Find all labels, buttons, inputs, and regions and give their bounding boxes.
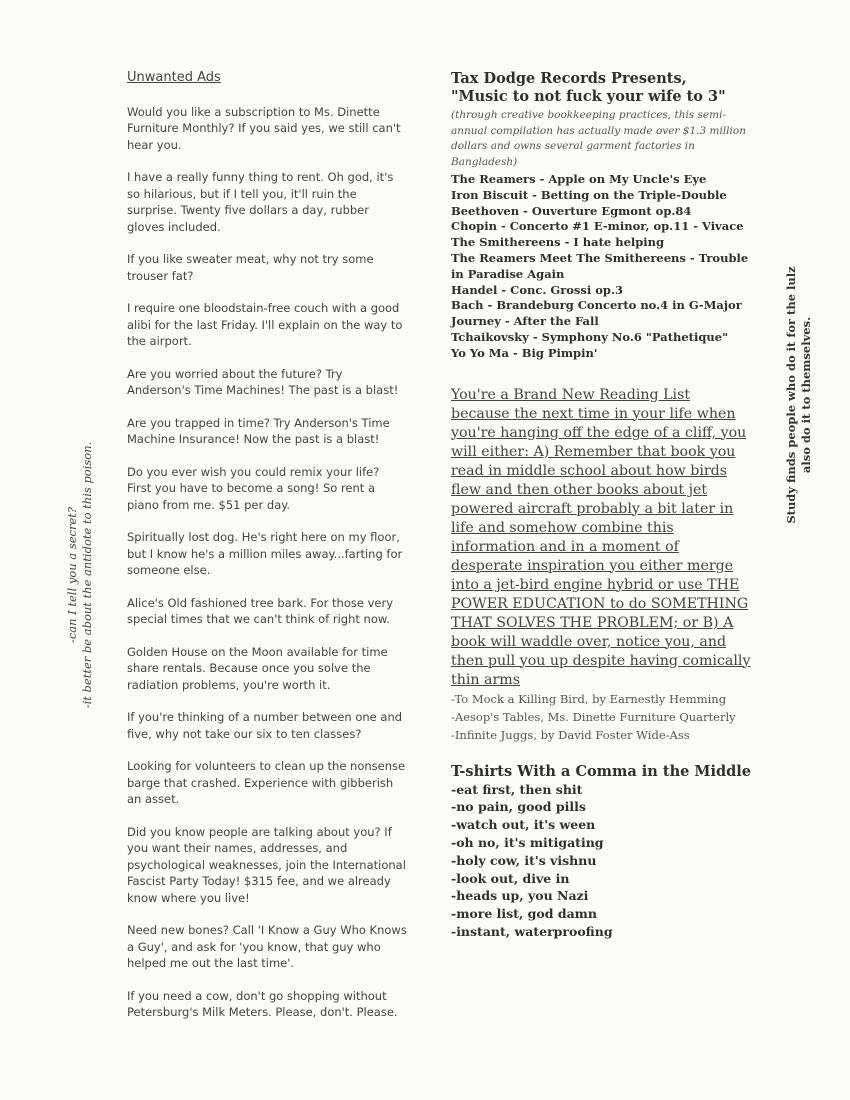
ad-item: Alice's Old fashioned tree bark. For those very special times that we can't think of right now.: [127, 595, 394, 626]
ad-item: Are you trapped in time? Try Anderson's Time Machine Insurance! Now the past is a blast!: [127, 415, 390, 446]
track-item: Yo Yo Ma - Big Pimpin': [451, 345, 598, 360]
ad-item: Did you know people are talking about you? If you want their names, addresses, and psychological weaknesses, join the International Fascist Party Today! $315 fee, and we already know where you live!: [127, 824, 406, 905]
ad-item: If you like sweater meat, why not try some trouser fat?: [127, 252, 374, 283]
left-margin-note-text: [65, 430, 95, 720]
left-margin-line2: -it better be about the antidote to this poison.: [80, 441, 94, 709]
left-margin-line1: -can I tell you a secret?: [65, 506, 79, 644]
track-item: Beethoven - Ouverture Egmont op.84: [451, 203, 692, 218]
records-title-line1: Tax Dodge Records Presents,: [451, 70, 687, 87]
left-margin-note: [60, 430, 100, 720]
records-subtitle: (through creative bookkeeping practices, this semi-annual compilation has actually made over $1.3 million dollars and owns several garment factories in Bangladesh): [451, 109, 746, 168]
track-item: Iron Biscuit - Betting on the Triple-Double: [451, 187, 727, 202]
track-item: The Reamers - Apple on My Uncle's Eye: [451, 172, 707, 186]
records-title-line2: "Music to not fuck your wife to 3": [451, 88, 726, 105]
tshirt-item: -eat first, then shit: [451, 781, 583, 797]
ad-item: I have a really funny thing to rent. Oh god, it's so hilarious, but if I tell you, it'll ruin the surprise. Twenty five dollars a day, rubber gloves included.: [127, 170, 394, 234]
track-item: Journey - After the Fall: [451, 314, 599, 329]
ad-item: If you're thinking of a number between one and five, why not take our six to ten classes?: [127, 710, 403, 741]
tshirt-item: -instant, waterproofing: [451, 923, 613, 939]
ad-item: Need new bones? Call 'I Know a Guy Who Knows a Guy', and ask for 'you know, that guy who helped me out the last time'.: [127, 923, 407, 970]
ad-item: If you need a cow, don't go shopping without Petersburg's Milk Meters. Please, don't. Please.: [127, 988, 398, 1019]
unwanted-ads-column: [127, 70, 407, 1037]
track-item: Bach - Brandeburg Concerto no.4 in G-Major: [451, 298, 742, 313]
ad-item: I require one bloodstain-free couch with a good alibi for the last Friday. I'll explain on the way to the airport.: [127, 301, 403, 348]
ad-item: Spiritually lost dog. He's right here on my floor, but I know he's a million miles away...farting for someone else.: [127, 530, 403, 577]
book-list: [451, 690, 751, 744]
book-item: -Infinite Juggs, by David Foster Wide-Ass: [451, 727, 690, 742]
book-item: -Aesop's Tables, Ms. Dinette Furniture Quarterly: [451, 709, 736, 724]
ad-item: Would you like a subscription to Ms. Dinette Furniture Monthly? If you said yes, we still can't hear you.: [127, 104, 401, 152]
tshirt-item: -heads up, you Nazi: [451, 888, 589, 904]
track-item: Chopin - Concerto #1 E-minor, op.11 - Vivace: [451, 219, 744, 234]
book-item: -To Mock a Killing Bird, by Earnestly Hemming: [451, 691, 727, 706]
ad-item: Do you ever wish you could remix your life? First you have to become a song! So rent a piano from me. $51 per day.: [127, 464, 380, 512]
right-margin-line2: also do it to themselves.: [799, 316, 813, 474]
tshirts-title: T-shirts With a Comma in the Middle: [451, 762, 751, 780]
ad-item: Are you worried about the future? Try Anderson's Time Machines! The past is a blast!: [127, 366, 399, 397]
track-item: Handel - Conc. Grossi op.3: [451, 282, 623, 297]
ad-item: Looking for volunteers to clean up the nonsense barge that crashed. Experience with gibberish an asset.: [127, 759, 406, 806]
right-margin-line1: Study finds people who do it for the lulz: [784, 266, 798, 524]
right-margin-note: [775, 260, 825, 530]
right-margin-note-text: [784, 260, 814, 530]
tshirt-item: -no pain, good pills: [451, 799, 586, 815]
tshirt-item: -watch out, it's ween: [451, 817, 596, 833]
track-item: The Smithereens - I hate helping: [451, 235, 665, 250]
tshirt-list: [451, 781, 751, 941]
right-column: [451, 70, 751, 941]
track-list: [451, 172, 751, 362]
tshirt-item: -look out, dive in: [451, 870, 570, 886]
reading-list-text: You're a Brand New Reading List because the next time in your life when you're hanging off the edge of a cliff, you will either: A) Remember that book you read in middle school about how birds flew and then other books about jet powered aircraft probably a bit later in life and somehow combine this information and in a moment of desperate inspiration you either merge into a jet-bird engine hybrid or use THE POWER EDUCATION to do SOMETHING THAT SOLVES THE PROBLEM; or B) A book will waddle over, notice you, and then pull you up despite having comically thin arms: [451, 386, 751, 688]
track-item: The Reamers Meet The Smithereens - Trouble in Paradise Again: [451, 250, 749, 281]
unwanted-ads-title: Unwanted Ads: [127, 70, 221, 85]
tshirt-item: -holy cow, it's vishnu: [451, 852, 597, 868]
ad-item: Golden House on the Moon available for time share rentals. Because once you solve the radiation problems, you're worth it.: [127, 644, 388, 692]
tshirt-item: -more list, god damn: [451, 906, 597, 922]
track-item: Tchaikovsky - Symphony No.6 "Pathetique": [451, 329, 729, 344]
tshirt-item: -oh no, it's mitigating: [451, 834, 604, 850]
